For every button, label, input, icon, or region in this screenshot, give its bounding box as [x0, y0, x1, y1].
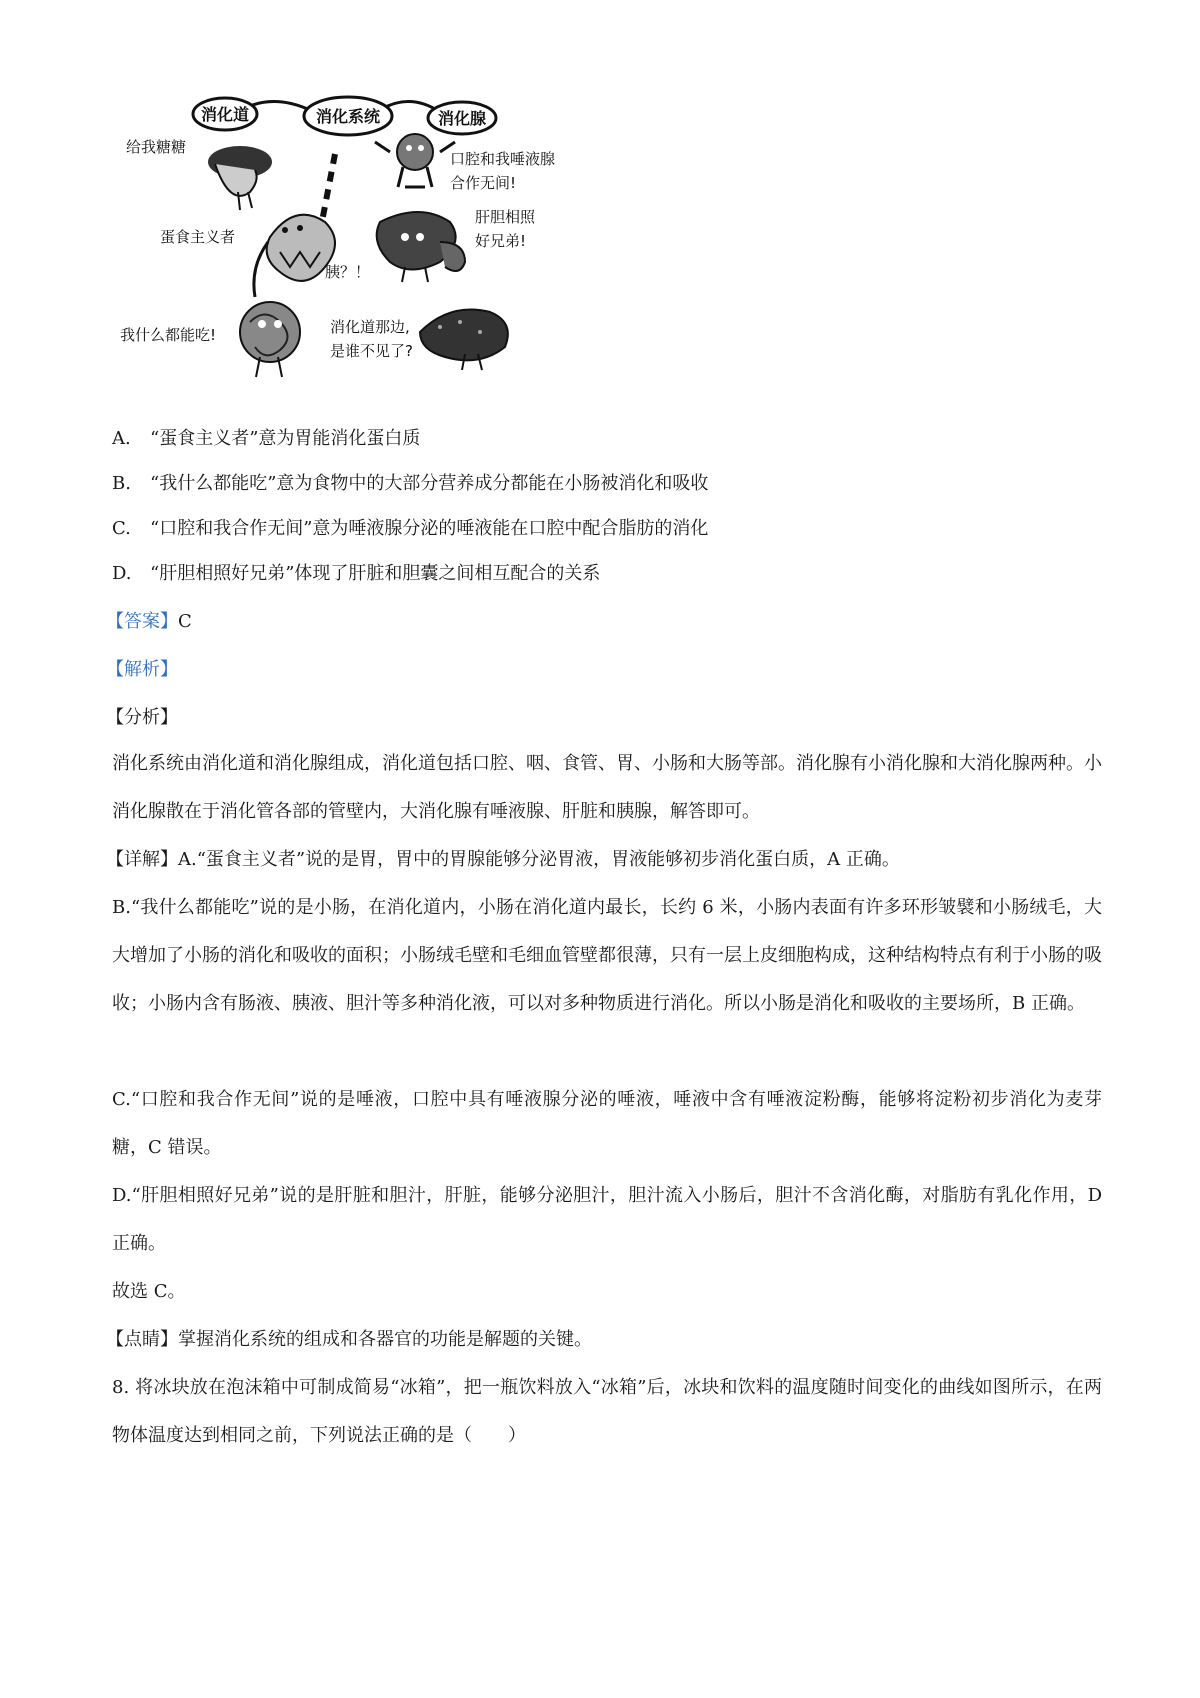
option-b: [112, 472, 708, 496]
dianjing-paragraph: [106, 1316, 1096, 1364]
answer-value: C: [178, 611, 192, 632]
analysis-line: [106, 658, 178, 682]
stomach-callout: 蛋食主义者: [160, 228, 236, 246]
salivary-gland-icon: [375, 134, 455, 187]
mouth-callout: 给我糖糖: [126, 138, 187, 156]
pancreas-callout: 胰？！: [325, 263, 371, 281]
option-d-letter: D.: [112, 563, 132, 584]
stomach-icon: [254, 215, 335, 297]
digestive-system-figure: [120, 92, 560, 412]
dianjing-tag: 【点睛】: [106, 1329, 178, 1350]
analysis-tag: 【解析】: [106, 659, 178, 680]
question-8-paragraph: 8. 将冰块放在泡沫箱中可制成简易“冰箱”，把一瓶饮料放入“冰箱”后，冰块和饮料的温度随时间变化的曲线如图所示，在两物体温度达到相同之前，下列说法正确的是（ ）: [112, 1377, 1102, 1446]
dianjing-text: 掌握消化系统的组成和各器官的功能是解题的关键。: [178, 1329, 592, 1350]
fenxi-paragraph: 消化系统由消化道和消化腺组成，消化道包括口腔、咽、食管、胃、小肠和大肠等部。消化腺有小消化腺和大消化腺两种。小消化腺散在于消化管各部的管壁内，大消化腺有唾液腺、肝脏和胰腺，解答即可。: [112, 753, 1102, 822]
option-b-text: “我什么都能吃”意为食物中的大部分营养成分都能在小肠被消化和吸收: [150, 473, 709, 494]
lonely-callout-2: 是谁不见了?: [330, 342, 413, 360]
detail-b-paragraph: B.“我什么都能吃”说的是小肠，在消化道内，小肠在消化道内最长，长约 6 米，小肠内表面有许多环形皱襞和小肠绒毛，大大增加了小肠的消化和吸收的面积；小肠绒毛壁和毛细血管壁都很薄，只有一层上皮细胞构成，这种结构特点有利于小肠的吸收；小肠内含有肠液、胰液、胆汁等多种消化液，可以对多种物质进行消化。所以小肠是消化和吸收的主要场所，B 正确。: [112, 897, 1102, 1014]
option-a: [112, 427, 420, 451]
conclusion-line: 故选 C。: [112, 1281, 186, 1302]
detail-d-paragraph: D.“肝胆相照好兄弟”说的是肝脏和胆汁，肝脏，能够分泌胆汁，胆汁流入小肠后，胆汁不含消化酶，对脂肪有乳化作用，D 正确。: [112, 1185, 1102, 1254]
answer-tag: 【答案】: [106, 611, 178, 632]
fenxi-tag: 【分析】: [106, 707, 178, 728]
answer-line: [106, 610, 192, 634]
salivary-callout-2: 合作无间!: [450, 174, 517, 192]
detail-tag: 【详解】: [106, 849, 178, 870]
option-b-letter: B.: [112, 473, 131, 494]
option-a-letter: A.: [112, 428, 131, 449]
left-label: 消化道: [200, 105, 250, 124]
option-c-text: “口腔和我合作无间”意为唾液腺分泌的唾液能在口腔中配合脂肪的消化: [150, 518, 709, 539]
detail-a-paragraph: [106, 836, 1102, 884]
detail-c-paragraph: C.“口腔和我合作无间”说的是唾液，口腔中具有唾液腺分泌的唾液，唾液中含有唾液淀粉酶，能够将淀粉初步消化为麦芽糖，C 错误。: [112, 1089, 1102, 1158]
digestive-system-illustration: [120, 92, 560, 412]
fenxi-line: [106, 706, 178, 730]
salivary-callout-1: 口腔和我唾液腺: [450, 150, 556, 168]
lonely-organ-icon: [420, 310, 508, 371]
liver-icon: [377, 212, 465, 282]
option-c-letter: C.: [112, 518, 131, 539]
mouth-icon: [208, 146, 272, 210]
option-d-text: “肝胆相照好兄弟”体现了肝脏和胆囊之间相互配合的关系: [150, 563, 601, 584]
option-d: [112, 562, 600, 586]
liver-callout-2: 好兄弟!: [475, 232, 527, 250]
liver-callout-1: 肝胆相照: [475, 208, 536, 226]
right-label: 消化腺: [437, 109, 487, 128]
lonely-callout-1: 消化道那边,: [330, 318, 410, 336]
option-a-text: “蛋食主义者”意为胃能消化蛋白质: [150, 428, 421, 449]
center-label: 消化系统: [315, 107, 381, 126]
intestine-callout: 我什么都能吃!: [120, 326, 217, 344]
intestine-icon: [240, 302, 300, 377]
option-c: [112, 517, 708, 541]
detail-a-text: A.“蛋食主义者”说的是胃，胃中的胃腺能够分泌胃液，胃液能够初步消化蛋白质，A 正确。: [178, 849, 900, 870]
